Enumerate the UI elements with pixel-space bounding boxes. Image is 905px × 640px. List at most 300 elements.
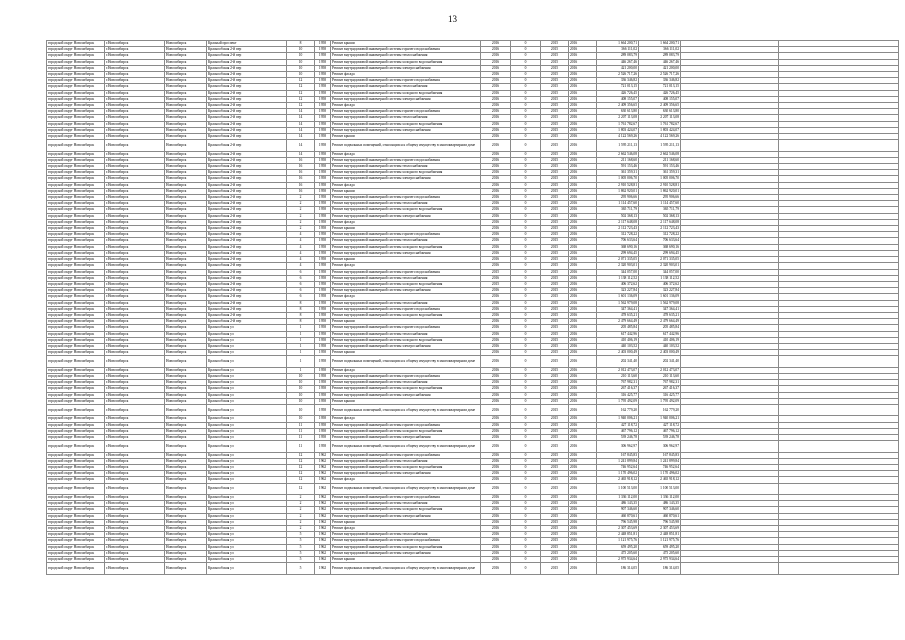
house-number-cell: 1 — [287, 367, 315, 373]
build-year-cell: 1962 — [315, 532, 331, 538]
build-year-cell: 1958 — [315, 319, 331, 325]
zero-cell: 0 — [511, 226, 541, 232]
build-year-cell: 1958 — [315, 188, 331, 194]
cost-cell: 502 368,13 — [597, 213, 639, 219]
zero-cell: 0 — [511, 556, 541, 562]
plan-year-cell: 2016 — [481, 207, 511, 213]
settlement-cell: г.Новосибирск — [105, 134, 165, 140]
work-type-cell: Ремонт внутридомовой инженерной системы холодного водоснабжения — [331, 507, 481, 513]
amount-cell: 2 012 473,07 — [639, 367, 681, 373]
build-year-cell: 1958 — [315, 422, 331, 428]
end-year-cell: 2016 — [569, 244, 597, 250]
settlement-cell: г.Новосибирск — [105, 188, 165, 194]
municipality-cell: городской округ Новосибирск — [47, 471, 105, 477]
house-number-cell: 2 — [287, 525, 315, 531]
settlement-cell: г.Новосибирск — [105, 127, 165, 133]
plan-year-cell: 2016 — [481, 494, 511, 500]
settlement-cell: г.Новосибирск — [105, 350, 165, 356]
end-year-cell: 2016 — [569, 269, 597, 275]
end-year-cell: 2016 — [569, 300, 597, 306]
street-cell: Краснообская 2-й пер — [207, 170, 287, 176]
plan-year-cell: 2016 — [481, 483, 511, 494]
amount-cell: 2 526 717,26 — [639, 72, 681, 78]
zero-cell: 0 — [511, 538, 541, 544]
settlement-cell: г.Новосибирск — [105, 164, 165, 170]
municipality-cell: городской округ Новосибирск — [47, 109, 105, 115]
locality-cell: Новосибирск — [165, 373, 207, 379]
work-type-cell: Ремонт внутридомовой инженерной системы электроснабжения — [331, 513, 481, 519]
zero-cell: 0 — [511, 182, 541, 188]
work-type-cell: Ремонт фасада — [331, 525, 481, 531]
cost-cell: 299 694,45 — [597, 250, 639, 256]
locality-cell: Новосибирск — [165, 404, 207, 415]
municipality-cell: городской округ Новосибирск — [47, 380, 105, 386]
house-number-cell: 6 — [287, 281, 315, 287]
settlement-cell: г.Новосибирск — [105, 263, 165, 269]
municipality-cell: городской округ Новосибирск — [47, 65, 105, 71]
build-year-cell: 1962 — [315, 525, 331, 531]
cost-cell: 1 241 899,84 — [597, 458, 639, 464]
build-year-cell: 1958 — [315, 350, 331, 356]
build-year-cell: 1958 — [315, 78, 331, 84]
amount-cell: 2 479 664,49 — [639, 319, 681, 325]
cost-cell: 361 359,31 — [597, 170, 639, 176]
zero-cell: 0 — [511, 294, 541, 300]
municipality-cell: городской округ Новосибирск — [47, 72, 105, 78]
cost-cell: 486 143,35 — [597, 501, 639, 507]
house-number-cell: 2 — [287, 195, 315, 201]
cost-cell: 478 635,21 — [597, 312, 639, 318]
plan-year-cell: 2016 — [481, 157, 511, 163]
start-year-cell: 2015 — [541, 115, 569, 121]
plan-year-cell: 2016 — [481, 386, 511, 392]
street-cell: Краснообская ул — [207, 422, 287, 428]
plan-year-cell: 2016 — [481, 538, 511, 544]
house-number-cell: 2 — [287, 519, 315, 525]
locality-cell: Новосибирск — [165, 300, 207, 306]
build-year-cell: 1958 — [315, 288, 331, 294]
plan-year-cell: 2016 — [481, 109, 511, 115]
street-cell: Краснообская 2-й пер — [207, 238, 287, 244]
municipality-cell: городской округ Новосибирск — [47, 416, 105, 422]
start-year-cell: 2015 — [541, 563, 569, 574]
start-year-cell: 2015 — [541, 170, 569, 176]
settlement-cell: г.Новосибирск — [105, 151, 165, 157]
settlement-cell: г.Новосибирск — [105, 109, 165, 115]
empty-cell — [779, 356, 899, 367]
work-type-cell: Ремонт внутридомовой инженерной системы электроснабжения — [331, 65, 481, 71]
build-year-cell: 1962 — [315, 538, 331, 544]
cost-cell: 1 595 211,13 — [597, 140, 639, 151]
settlement-cell: г.Новосибирск — [105, 392, 165, 398]
start-year-cell: 2015 — [541, 556, 569, 562]
municipality-cell: городской округ Новосибирск — [47, 428, 105, 434]
settlement-cell: г.Новосибирск — [105, 398, 165, 404]
build-year-cell: 1958 — [315, 300, 331, 306]
amount-cell: 167 845,83 — [639, 452, 681, 458]
work-type-cell: Ремонт внутридомовой инженерной системы горячего водоснабжения — [331, 538, 481, 544]
locality-cell: Новосибирск — [165, 281, 207, 287]
build-year-cell: 1958 — [315, 275, 331, 281]
end-year-cell: 2016 — [569, 134, 597, 140]
municipality-cell: городской округ Новосибирск — [47, 441, 105, 452]
street-cell: Краснообская 2-й пер — [207, 115, 287, 121]
settlement-cell: г.Новосибирск — [105, 257, 165, 263]
work-type-cell: Ремонт внутридомовой инженерной системы холодного водоснабжения — [331, 244, 481, 250]
settlement-cell: г.Новосибирск — [105, 96, 165, 102]
locality-cell: Новосибирск — [165, 507, 207, 513]
settlement-cell: г.Новосибирск — [105, 513, 165, 519]
street-cell: Краснообская 2-й пер — [207, 201, 287, 207]
start-year-cell: 2015 — [541, 471, 569, 477]
municipality-cell: городской округ Новосибирск — [47, 170, 105, 176]
work-type-cell: Ремонт внутридомовой инженерной системы холодного водоснабжения — [331, 59, 481, 65]
cost-cell: 406 372,62 — [597, 281, 639, 287]
start-year-cell: 2015 — [541, 201, 569, 207]
cost-cell: 2 526 717,26 — [597, 72, 639, 78]
locality-cell: Новосибирск — [165, 501, 207, 507]
table-row — [47, 441, 899, 452]
locality-cell: Новосибирск — [165, 392, 207, 398]
locality-cell: Новосибирск — [165, 213, 207, 219]
street-cell: Краснообская 2-й пер — [207, 121, 287, 127]
zero-cell: 0 — [511, 563, 541, 574]
cost-cell: 421 200,00 — [597, 65, 639, 71]
plan-year-cell: 2016 — [481, 525, 511, 531]
work-type-cell: Ремонт внутридомовой инженерной системы холодного водоснабжения — [331, 170, 481, 176]
house-number-cell: 4 — [287, 238, 315, 244]
house-number-cell: 12 — [287, 103, 315, 109]
start-year-cell: 2015 — [541, 188, 569, 194]
amount-cell: 299 694,45 — [639, 250, 681, 256]
street-cell: Краснообская ул — [207, 380, 287, 386]
start-year-cell: 2015 — [541, 507, 569, 513]
zero-cell: 0 — [511, 550, 541, 556]
amount-cell: 446 267,46 — [639, 59, 681, 65]
work-type-cell: Ремонт фасада — [331, 72, 481, 78]
municipality-cell: городской округ Новосибирск — [47, 103, 105, 109]
house-number-cell: 4 — [287, 244, 315, 250]
end-year-cell: 2016 — [569, 65, 597, 71]
end-year-cell: 2016 — [569, 350, 597, 356]
start-year-cell: 2015 — [541, 269, 569, 275]
cost-cell: 475 205,60 — [597, 550, 639, 556]
municipality-cell: городской округ Новосибирск — [47, 294, 105, 300]
settlement-cell: г.Новосибирск — [105, 325, 165, 331]
municipality-cell: городской округ Новосибирск — [47, 398, 105, 404]
amount-cell: 1 241 899,84 — [639, 458, 681, 464]
zero-cell: 0 — [511, 188, 541, 194]
start-year-cell: 2015 — [541, 373, 569, 379]
end-year-cell: 2016 — [569, 232, 597, 238]
municipality-cell: городской округ Новосибирск — [47, 213, 105, 219]
work-type-cell: Ремонт внутридомовой инженерной системы теплоснабжения — [331, 201, 481, 207]
start-year-cell: 2015 — [541, 288, 569, 294]
municipality-cell: городской округ Новосибирск — [47, 373, 105, 379]
plan-year-cell: 2016 — [481, 201, 511, 207]
build-year-cell: 1958 — [315, 140, 331, 151]
work-type-cell: Ремонт фасада — [331, 182, 481, 188]
amount-cell: 323 227,84 — [639, 288, 681, 294]
amount-cell: 162 779,20 — [639, 404, 681, 415]
work-type-cell: Ремонт внутридомовой инженерной системы холодного водоснабжения — [331, 281, 481, 287]
cost-cell: 4 122 569,26 — [597, 134, 639, 140]
locality-cell: Новосибирск — [165, 306, 207, 312]
cost-cell: 1 170 496,02 — [597, 471, 639, 477]
plan-year-cell: 2016 — [481, 219, 511, 225]
street-cell: Краснообская ул — [207, 331, 287, 337]
build-year-cell: 1962 — [315, 483, 331, 494]
build-year-cell: 1958 — [315, 281, 331, 287]
start-year-cell: 2015 — [541, 319, 569, 325]
municipality-cell: городской округ Новосибирск — [47, 115, 105, 121]
locality-cell: Новосибирск — [165, 269, 207, 275]
house-number-cell: 10 — [287, 373, 315, 379]
amount-cell: 478 635,21 — [639, 312, 681, 318]
build-year-cell: 1958 — [315, 398, 331, 404]
zero-cell: 0 — [511, 176, 541, 182]
amount-cell: 746 952,64 — [639, 464, 681, 470]
settlement-cell: г.Новосибирск — [105, 300, 165, 306]
amount-cell: 1 562 979,08 — [639, 300, 681, 306]
start-year-cell: 2015 — [541, 343, 569, 349]
end-year-cell: 2016 — [569, 201, 597, 207]
municipality-cell: городской округ Новосибирск — [47, 96, 105, 102]
work-type-cell: Ремонт крыши — [331, 257, 481, 263]
end-year-cell: 2016 — [569, 288, 597, 294]
end-year-cell: 2016 — [569, 416, 597, 422]
build-year-cell: 1958 — [315, 428, 331, 434]
municipality-cell: городской округ Новосибирск — [47, 232, 105, 238]
plan-year-cell: 2016 — [481, 47, 511, 53]
build-year-cell: 1958 — [315, 404, 331, 415]
municipality-cell: городской округ Новосибирск — [47, 386, 105, 392]
work-type-cell: Ремонт подвальных помещений, относящихся к общему имуществу в многоквартирном доме — [331, 483, 481, 494]
work-type-cell: Ремонт внутридомовой инженерной системы электроснабжения — [331, 392, 481, 398]
build-year-cell: 1958 — [315, 392, 331, 398]
settlement-cell: г.Новосибирск — [105, 294, 165, 300]
amount-cell: 408 155,07 — [639, 96, 681, 102]
cost-cell: 796 545,98 — [597, 519, 639, 525]
street-cell: Краснообская ул — [207, 513, 287, 519]
work-type-cell: Ремонт внутридомовой инженерной системы теплоснабжения — [331, 238, 481, 244]
build-year-cell: 1958 — [315, 373, 331, 379]
table-row — [47, 483, 899, 494]
settlement-cell: г.Новосибирск — [105, 519, 165, 525]
start-year-cell: 2015 — [541, 219, 569, 225]
table-row — [47, 404, 899, 415]
work-type-cell: Ремонт внутридомовой инженерной системы холодного водоснабжения — [331, 337, 481, 343]
locality-cell: Новосибирск — [165, 422, 207, 428]
municipality-cell: городской округ Новосибирск — [47, 300, 105, 306]
plan-year-cell: 2016 — [481, 288, 511, 294]
locality-cell: Новосибирск — [165, 386, 207, 392]
start-year-cell: 2015 — [541, 90, 569, 96]
cost-cell: 210 113,60 — [597, 373, 639, 379]
build-year-cell: 1962 — [315, 494, 331, 500]
start-year-cell: 2015 — [541, 458, 569, 464]
end-year-cell: 2016 — [569, 464, 597, 470]
build-year-cell: 1958 — [315, 219, 331, 225]
street-cell: Краснообская ул — [207, 416, 287, 422]
cost-cell: 1 761 782,67 — [597, 121, 639, 127]
build-year-cell: 1962 — [315, 519, 331, 525]
work-type-cell: Ремонт внутридомовой инженерной системы теплоснабжения — [331, 300, 481, 306]
plan-year-cell: 2016 — [481, 331, 511, 337]
build-year-cell: 1958 — [315, 176, 331, 182]
plan-year-cell: 2016 — [481, 550, 511, 556]
settlement-cell: г.Новосибирск — [105, 428, 165, 434]
locality-cell: Новосибирск — [165, 134, 207, 140]
amount-cell: 486 143,35 — [639, 501, 681, 507]
end-year-cell: 2016 — [569, 176, 597, 182]
plan-year-cell: 2016 — [481, 464, 511, 470]
street-cell: Краснообская 2-й пер — [207, 59, 287, 65]
plan-year-cell: 2015 — [481, 281, 511, 287]
start-year-cell: 2015 — [541, 398, 569, 404]
work-type-cell: Ремонт фасада — [331, 294, 481, 300]
cost-cell: 1 862 920,01 — [597, 188, 639, 194]
cost-cell: 746 952,64 — [597, 464, 639, 470]
street-cell: Краснообская ул — [207, 337, 287, 343]
house-number-cell: 14 — [287, 151, 315, 157]
house-number-cell: 8 — [287, 41, 315, 47]
locality-cell: Новосибирск — [165, 250, 207, 256]
cost-cell: 1 664 200,71 — [597, 41, 639, 47]
zero-cell: 0 — [511, 337, 541, 343]
municipality-cell: городской округ Новосибирск — [47, 176, 105, 182]
house-number-cell: 12 — [287, 477, 315, 483]
work-type-cell: Ремонт внутридомовой инженерной системы теплоснабжения — [331, 275, 481, 281]
street-cell: Краснообская 2-й пер — [207, 269, 287, 275]
amount-cell: 312 728,22 — [639, 232, 681, 238]
house-number-cell: 1 — [287, 325, 315, 331]
zero-cell: 0 — [511, 501, 541, 507]
house-number-cell: 2 — [287, 513, 315, 519]
locality-cell: Новосибирск — [165, 78, 207, 84]
zero-cell: 0 — [511, 201, 541, 207]
end-year-cell: 2016 — [569, 263, 597, 269]
locality-cell: Новосибирск — [165, 257, 207, 263]
plan-year-cell: 2016 — [481, 513, 511, 519]
locality-cell: Новосибирск — [165, 458, 207, 464]
amount-cell: 2 112 723,43 — [639, 226, 681, 232]
settlement-cell: г.Новосибирск — [105, 501, 165, 507]
municipality-cell: городской округ Новосибирск — [47, 556, 105, 562]
start-year-cell: 2015 — [541, 109, 569, 115]
cost-cell: 2 320 903,01 — [597, 263, 639, 269]
settlement-cell: г.Новосибирск — [105, 121, 165, 127]
cost-cell: 1 005 006,70 — [597, 176, 639, 182]
build-year-cell: 1958 — [315, 127, 331, 133]
zero-cell: 0 — [511, 300, 541, 306]
street-cell: Краснообская ул — [207, 563, 287, 574]
amount-cell: 4 122 569,26 — [639, 134, 681, 140]
end-year-cell: 2016 — [569, 109, 597, 115]
street-cell: Краснообская 2-й пер — [207, 134, 287, 140]
build-year-cell: 1962 — [315, 550, 331, 556]
table-body — [47, 41, 899, 575]
start-year-cell: 2015 — [541, 428, 569, 434]
cost-cell: 1 562 979,08 — [597, 300, 639, 306]
start-year-cell: 2015 — [541, 65, 569, 71]
locality-cell: Новосибирск — [165, 532, 207, 538]
municipality-cell: городской округ Новосибирск — [47, 483, 105, 494]
amount-cell: 1 595 211,13 — [639, 140, 681, 151]
plan-year-cell: 2016 — [481, 434, 511, 440]
house-number-cell: 12 — [287, 452, 315, 458]
start-year-cell: 2015 — [541, 434, 569, 440]
municipality-cell: городской округ Новосибирск — [47, 343, 105, 349]
start-year-cell: 2015 — [541, 464, 569, 470]
street-cell: Краснообская 2-й пер — [207, 281, 287, 287]
locality-cell: Новосибирск — [165, 477, 207, 483]
street-cell: Краснообская 2-й пер — [207, 109, 287, 115]
house-number-cell: 16 — [287, 170, 315, 176]
end-year-cell: 2016 — [569, 519, 597, 525]
street-cell: Краснообская 2-й пер — [207, 250, 287, 256]
house-number-cell: 10 — [287, 380, 315, 386]
locality-cell: Новосибирск — [165, 182, 207, 188]
work-type-cell: Ремонт внутридомовой инженерной системы электроснабжения — [331, 471, 481, 477]
zero-cell: 0 — [511, 343, 541, 349]
amount-cell: 1 100 513,00 — [639, 483, 681, 494]
plan-year-cell: 2016 — [481, 416, 511, 422]
settlement-cell: г.Новосибирск — [105, 306, 165, 312]
house-number-cell: 11 — [287, 422, 315, 428]
zero-cell: 0 — [511, 281, 541, 287]
build-year-cell: 1962 — [315, 458, 331, 464]
settlement-cell: г.Новосибирск — [105, 207, 165, 213]
locality-cell: Новосибирск — [165, 356, 207, 367]
locality-cell: Новосибирск — [165, 41, 207, 47]
street-cell: Краснообская 2-й пер — [207, 275, 287, 281]
end-year-cell: 2016 — [569, 72, 597, 78]
settlement-cell: г.Новосибирск — [105, 84, 165, 90]
house-number-cell: 12 — [287, 464, 315, 470]
house-number-cell: 8 — [287, 312, 315, 318]
settlement-cell: г.Новосибирск — [105, 471, 165, 477]
start-year-cell: 2015 — [541, 404, 569, 415]
cost-cell: 1 803 424,07 — [597, 127, 639, 133]
work-type-cell: Ремонт крыши — [331, 519, 481, 525]
locality-cell: Новосибирск — [165, 367, 207, 373]
end-year-cell: 2016 — [569, 182, 597, 188]
house-number-cell: 2 — [287, 213, 315, 219]
amount-cell: 1 940 006,21 — [639, 416, 681, 422]
amount-cell: 1 761 782,67 — [639, 121, 681, 127]
street-cell: Краснообская ул — [207, 494, 287, 500]
amount-cell: 2 307 453,69 — [639, 525, 681, 531]
plan-year-cell: 2016 — [481, 115, 511, 121]
street-cell: Краснообская 2-й пер — [207, 72, 287, 78]
amount-cell: 591 153,46 — [639, 164, 681, 170]
start-year-cell: 2015 — [541, 392, 569, 398]
amount-cell: 211 168,60 — [639, 157, 681, 163]
plan-year-cell: 2016 — [481, 127, 511, 133]
build-year-cell: 1962 — [315, 563, 331, 574]
zero-cell: 0 — [511, 386, 541, 392]
house-number-cell: 6 — [287, 275, 315, 281]
plan-year-cell: 2016 — [481, 563, 511, 574]
zero-cell: 0 — [511, 213, 541, 219]
municipality-cell: городской округ Новосибирск — [47, 78, 105, 84]
work-type-cell: Ремонт внутридомовой инженерной системы холодного водоснабжения — [331, 312, 481, 318]
house-number-cell: 10 — [287, 47, 315, 53]
zero-cell: 0 — [511, 41, 541, 47]
house-number-cell: 10 — [287, 53, 315, 59]
cost-cell: 410 406,19 — [597, 337, 639, 343]
